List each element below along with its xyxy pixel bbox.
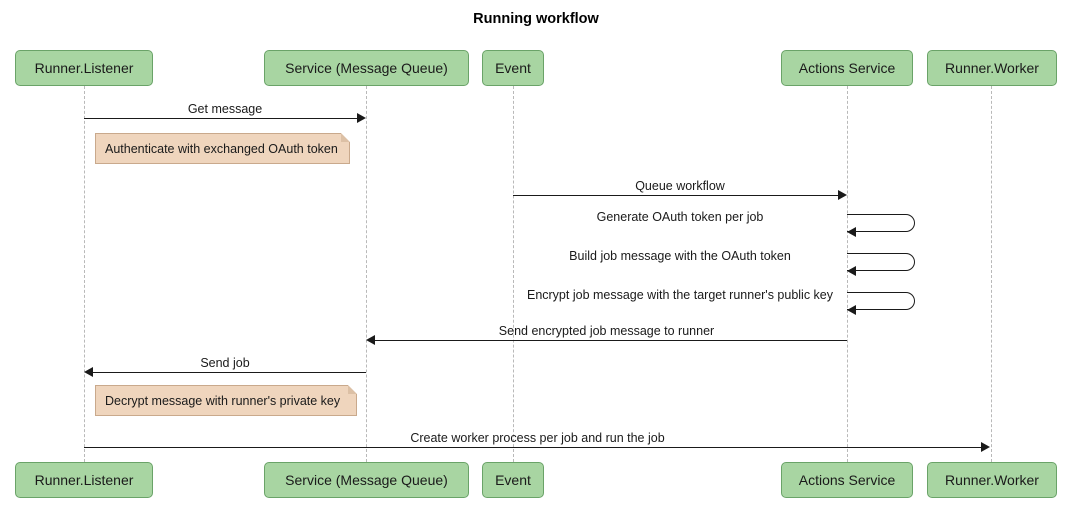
self-loop-build-job-message bbox=[847, 253, 915, 271]
note-text: Authenticate with exchanged OAuth token bbox=[105, 141, 338, 156]
message-label-encrypt-job-message: Encrypt job message with the target runner's public key bbox=[526, 288, 833, 302]
actor-label: Event bbox=[495, 60, 531, 76]
message-line-send-job bbox=[93, 372, 366, 373]
actor-bottom-runner-listener[interactable] bbox=[15, 462, 153, 498]
actor-top-runner-listener[interactable] bbox=[15, 50, 153, 86]
actor-bottom-service-message-queue[interactable] bbox=[264, 462, 469, 498]
message-label-queue-workflow: Queue workflow bbox=[635, 179, 725, 193]
message-line-create-worker-process bbox=[84, 447, 982, 448]
message-label-send-job: Send job bbox=[200, 356, 250, 370]
actor-bottom-runner-worker[interactable] bbox=[927, 462, 1057, 498]
lifeline-runner-listener bbox=[84, 86, 85, 462]
actor-top-event[interactable] bbox=[482, 50, 544, 86]
actor-label: Runner.Listener bbox=[34, 472, 134, 488]
lifeline-runner-worker bbox=[991, 86, 992, 462]
actor-bottom-actions-service[interactable] bbox=[781, 462, 913, 498]
arrow-head-generate-oauth-token bbox=[847, 227, 856, 237]
diagram-title: Running workflow bbox=[473, 11, 599, 27]
message-line-queue-workflow bbox=[513, 195, 838, 196]
message-label-send-encrypted-job: Send encrypted job message to runner bbox=[498, 324, 715, 338]
actor-top-actions-service[interactable] bbox=[781, 50, 913, 86]
message-label-generate-oauth-token: Generate OAuth token per job bbox=[596, 210, 764, 224]
actor-label: Runner.Worker bbox=[945, 60, 1039, 76]
actor-label: Runner.Listener bbox=[34, 60, 134, 76]
message-label-create-worker-process: Create worker process per job and run the job bbox=[410, 431, 665, 445]
lifeline-event bbox=[513, 86, 514, 462]
actor-top-runner-worker[interactable] bbox=[927, 50, 1057, 86]
arrow-head-encrypt-job-message bbox=[847, 305, 856, 315]
note-text: Decrypt message with runner's private key bbox=[105, 393, 341, 408]
actor-bottom-event[interactable] bbox=[482, 462, 544, 498]
actor-label: Service (Message Queue) bbox=[285, 60, 448, 76]
note-fold-icon bbox=[348, 385, 357, 394]
arrow-head-build-job-message bbox=[847, 266, 856, 276]
note-authenticate-oauth bbox=[95, 133, 350, 164]
actor-top-service-message-queue[interactable] bbox=[264, 50, 469, 86]
message-label-build-job-message: Build job message with the OAuth token bbox=[569, 249, 791, 263]
actor-label: Event bbox=[495, 472, 531, 488]
note-decrypt-message bbox=[95, 385, 357, 416]
actor-label: Actions Service bbox=[798, 60, 896, 76]
message-label-get-message: Get message bbox=[187, 102, 263, 116]
message-line-get-message bbox=[84, 118, 358, 119]
self-loop-generate-oauth-token bbox=[847, 214, 915, 232]
lifeline-service-message-queue bbox=[366, 86, 367, 462]
self-loop-encrypt-job-message bbox=[847, 292, 915, 310]
message-line-send-encrypted-job bbox=[375, 340, 847, 341]
actor-label: Runner.Worker bbox=[945, 472, 1039, 488]
note-fold-icon bbox=[341, 133, 350, 142]
actor-label: Actions Service bbox=[798, 472, 896, 488]
actor-label: Service (Message Queue) bbox=[285, 472, 448, 488]
